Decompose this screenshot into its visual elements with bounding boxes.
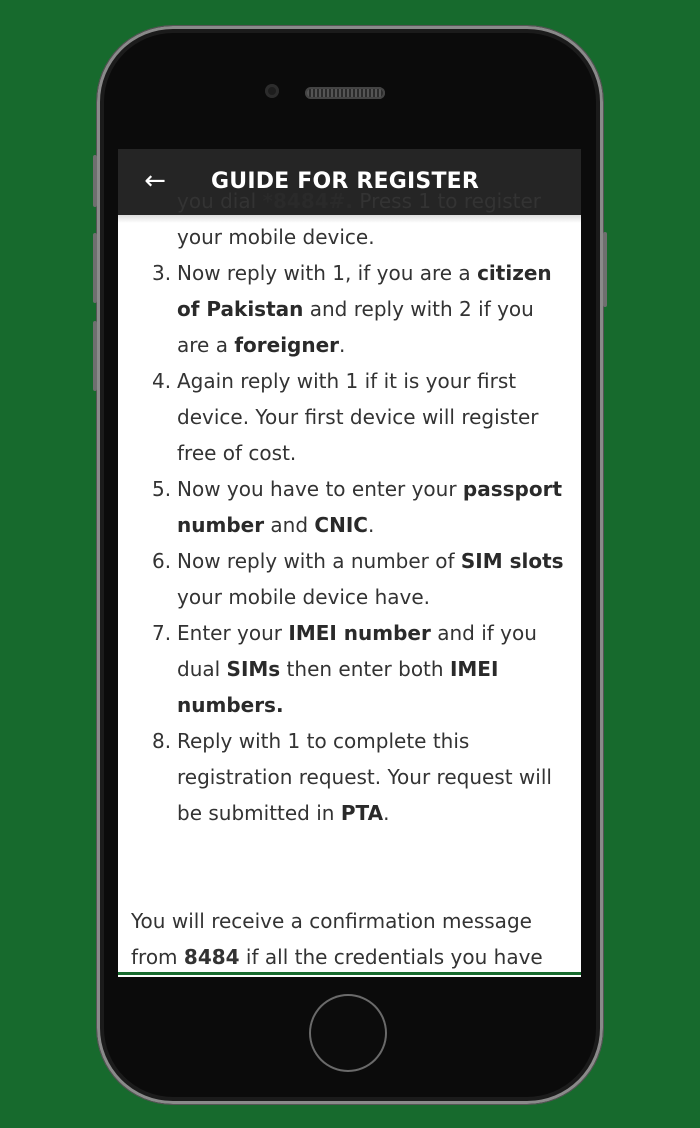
bold-text: *8484#. (262, 189, 354, 213)
text-segment: if all the credentials you have (239, 945, 543, 969)
text-segment: Reply with 1 to complete this registration request. Your request will be submitted in (177, 729, 552, 825)
list-item (118, 255, 581, 363)
step-number: 8. (152, 729, 172, 753)
text-segment: and (264, 513, 315, 537)
bold-text: SIMs (226, 657, 281, 681)
list-item (118, 543, 581, 615)
text-segment: Now you have to enter your (177, 477, 463, 501)
scroll-shadow (118, 215, 581, 223)
page-title: GUIDE FOR REGISTER (211, 169, 480, 194)
side-button-left-2 (93, 233, 97, 303)
bold-text: passport number (177, 477, 563, 537)
text-segment: . (383, 801, 390, 825)
bold-text: 8484 (183, 945, 240, 969)
side-button-right (603, 232, 607, 307)
text-segment: your mobile device have. (177, 585, 430, 609)
earpiece-speaker (305, 87, 385, 99)
steps-list (118, 183, 581, 831)
list-item (118, 615, 581, 723)
list-item (118, 363, 581, 471)
home-button[interactable] (309, 994, 387, 1072)
text-segment: Now reply with 1, if you are a (177, 261, 478, 285)
bold-text: IMEI numbers. (177, 657, 499, 717)
text-segment: Again reply with 1 if it is your first device. Your first device will register free of cost. (177, 369, 539, 465)
bold-text: IMEI number (288, 621, 431, 645)
text-segment: Now reply with a number of (177, 549, 461, 573)
bottom-accent-line (118, 972, 581, 975)
step-number: 4. (152, 369, 172, 393)
text-segment: and reply with 2 if you are a (177, 297, 534, 357)
text-segment: . (367, 513, 375, 537)
text-segment: . (339, 333, 346, 357)
bold-text: foreigner (234, 333, 340, 357)
front-camera (265, 84, 279, 98)
bold-text: CNIC (314, 513, 368, 537)
text-segment: you dial (177, 189, 263, 213)
text-segment: Press 1 to register your mobile device. (177, 189, 542, 249)
bold-text: citizen of Pakistan (177, 261, 552, 321)
text-segment: then enter both (280, 657, 450, 681)
side-button-left-1 (93, 155, 97, 207)
bold-text: SIM slots (460, 549, 564, 573)
text-segment: and if you dual (177, 621, 537, 681)
step-number: 3. (152, 261, 172, 285)
step-number: 6. (152, 549, 172, 573)
text-segment: You will receive a confirmation message from (131, 909, 532, 969)
text-segment: Enter your (177, 621, 289, 645)
step-number: 5. (152, 477, 172, 501)
list-item (118, 471, 581, 543)
list-item (118, 723, 581, 831)
back-arrow-icon[interactable]: ← (144, 166, 166, 196)
guide-content (118, 189, 581, 972)
screen (118, 149, 581, 977)
side-button-left-3 (93, 321, 97, 391)
confirmation-paragraph (131, 903, 571, 975)
step-number: 7. (152, 621, 172, 645)
bold-text: PTA (340, 801, 384, 825)
